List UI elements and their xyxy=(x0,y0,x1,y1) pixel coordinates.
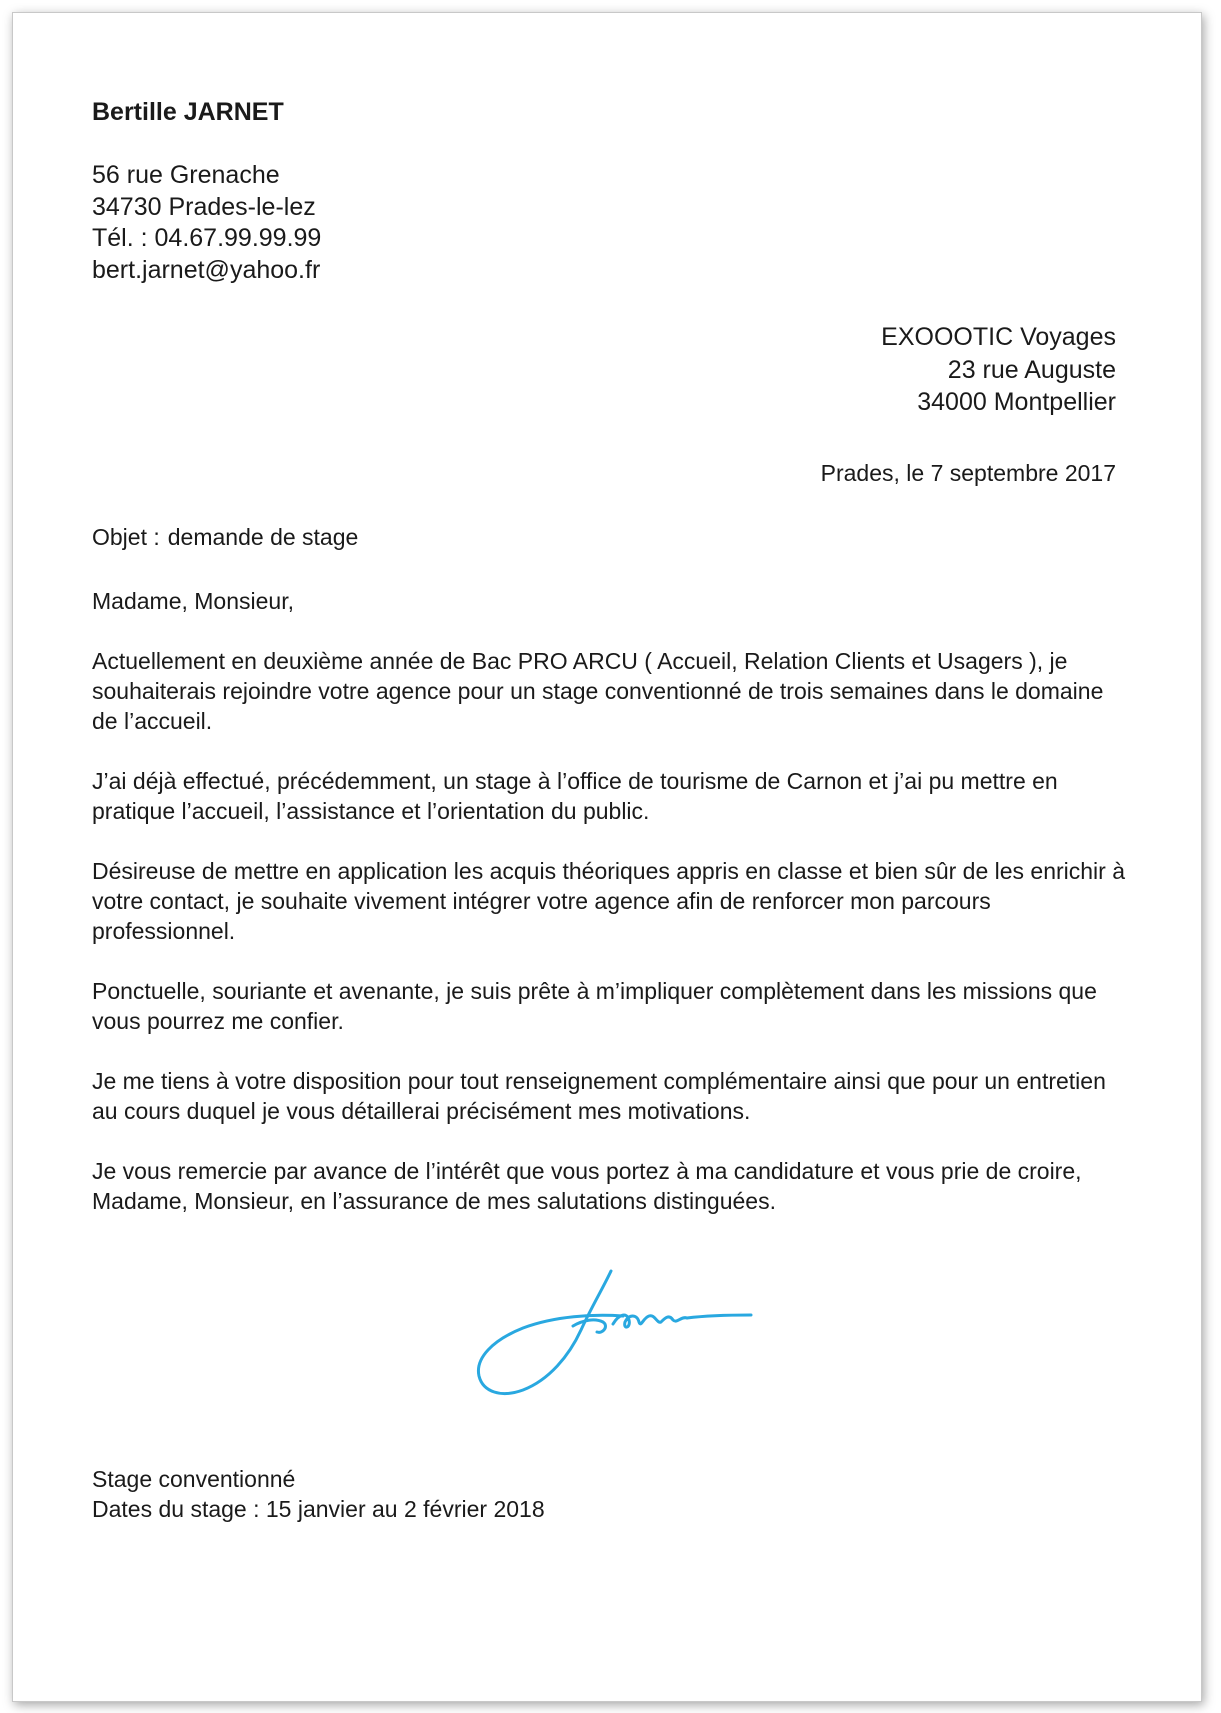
body-paragraph-2: J’ai déjà effectué, précédemment, un stage à l’office de tourisme de Carnon et j’ai pu mettre en pratique l’accueil, l’assistance et l’orientation du public. xyxy=(92,768,1058,824)
internship-type: Stage conventionné xyxy=(92,1466,296,1492)
internship-notes xyxy=(92,1464,545,1524)
recipient-company: EXOOOTIC Voyages xyxy=(881,323,1116,351)
sender-address xyxy=(92,160,321,286)
body-paragraph-4: Ponctuelle, souriante et avenante, je suis prête à m’impliquer complètement dans les missions que vous pourrez me confier. xyxy=(92,978,1097,1034)
body-paragraph-1: Actuellement en deuxième année de Bac PRO ARCU ( Accueil, Relation Clients et Usagers ), je souhaiterais rejoindre votre agence pour un stage conventionné de trois semaines dans le domaine de l’accueil. xyxy=(92,648,1104,734)
letter-page xyxy=(12,12,1202,1702)
body-paragraph-6: Je vous remercie par avance de l’intérêt que vous portez à ma candidature et vous prie de croire, Madame, Monsieur, en l’assurance de mes salutations distinguées. xyxy=(92,1158,1082,1214)
letter-body xyxy=(92,586,1132,1246)
sender-city: 34730 Prades-le-lez xyxy=(92,192,316,221)
subject-label: Objet : xyxy=(92,524,160,550)
body-paragraph-3: Désireuse de mettre en application les acquis théoriques appris en classe et bien sûr de les enrichir à votre contact, je souhaite vivement intégrer votre agence afin de renforcer mon parcours professionnel. xyxy=(92,858,1126,944)
recipient-address xyxy=(881,321,1116,419)
letter-date: Prades, le 7 septembre 2017 xyxy=(820,460,1116,486)
recipient-city: 34000 Montpellier xyxy=(917,388,1116,416)
sender-street: 56 rue Grenache xyxy=(92,161,280,189)
salutation: Madame, Monsieur, xyxy=(92,588,294,614)
sender-phone: Tél. : 04.67.99.99.99 xyxy=(92,224,322,252)
handwritten-signature-icon xyxy=(463,1268,763,1398)
subject-value: demande de stage xyxy=(167,524,359,550)
letter-subject xyxy=(92,522,358,552)
internship-dates: Dates du stage : 15 janvier au 2 février 2018 xyxy=(92,1496,545,1522)
recipient-street: 23 rue Auguste xyxy=(947,355,1116,384)
body-paragraph-5: Je me tiens à votre disposition pour tout renseignement complémentaire ainsi que pour un entretien au cours duquel je vous détaillerai précisément mes motivations. xyxy=(92,1068,1106,1124)
sender-name: Bertille JARNET xyxy=(92,98,284,126)
sender-email: bert.jarnet@yahoo.fr xyxy=(92,255,321,284)
